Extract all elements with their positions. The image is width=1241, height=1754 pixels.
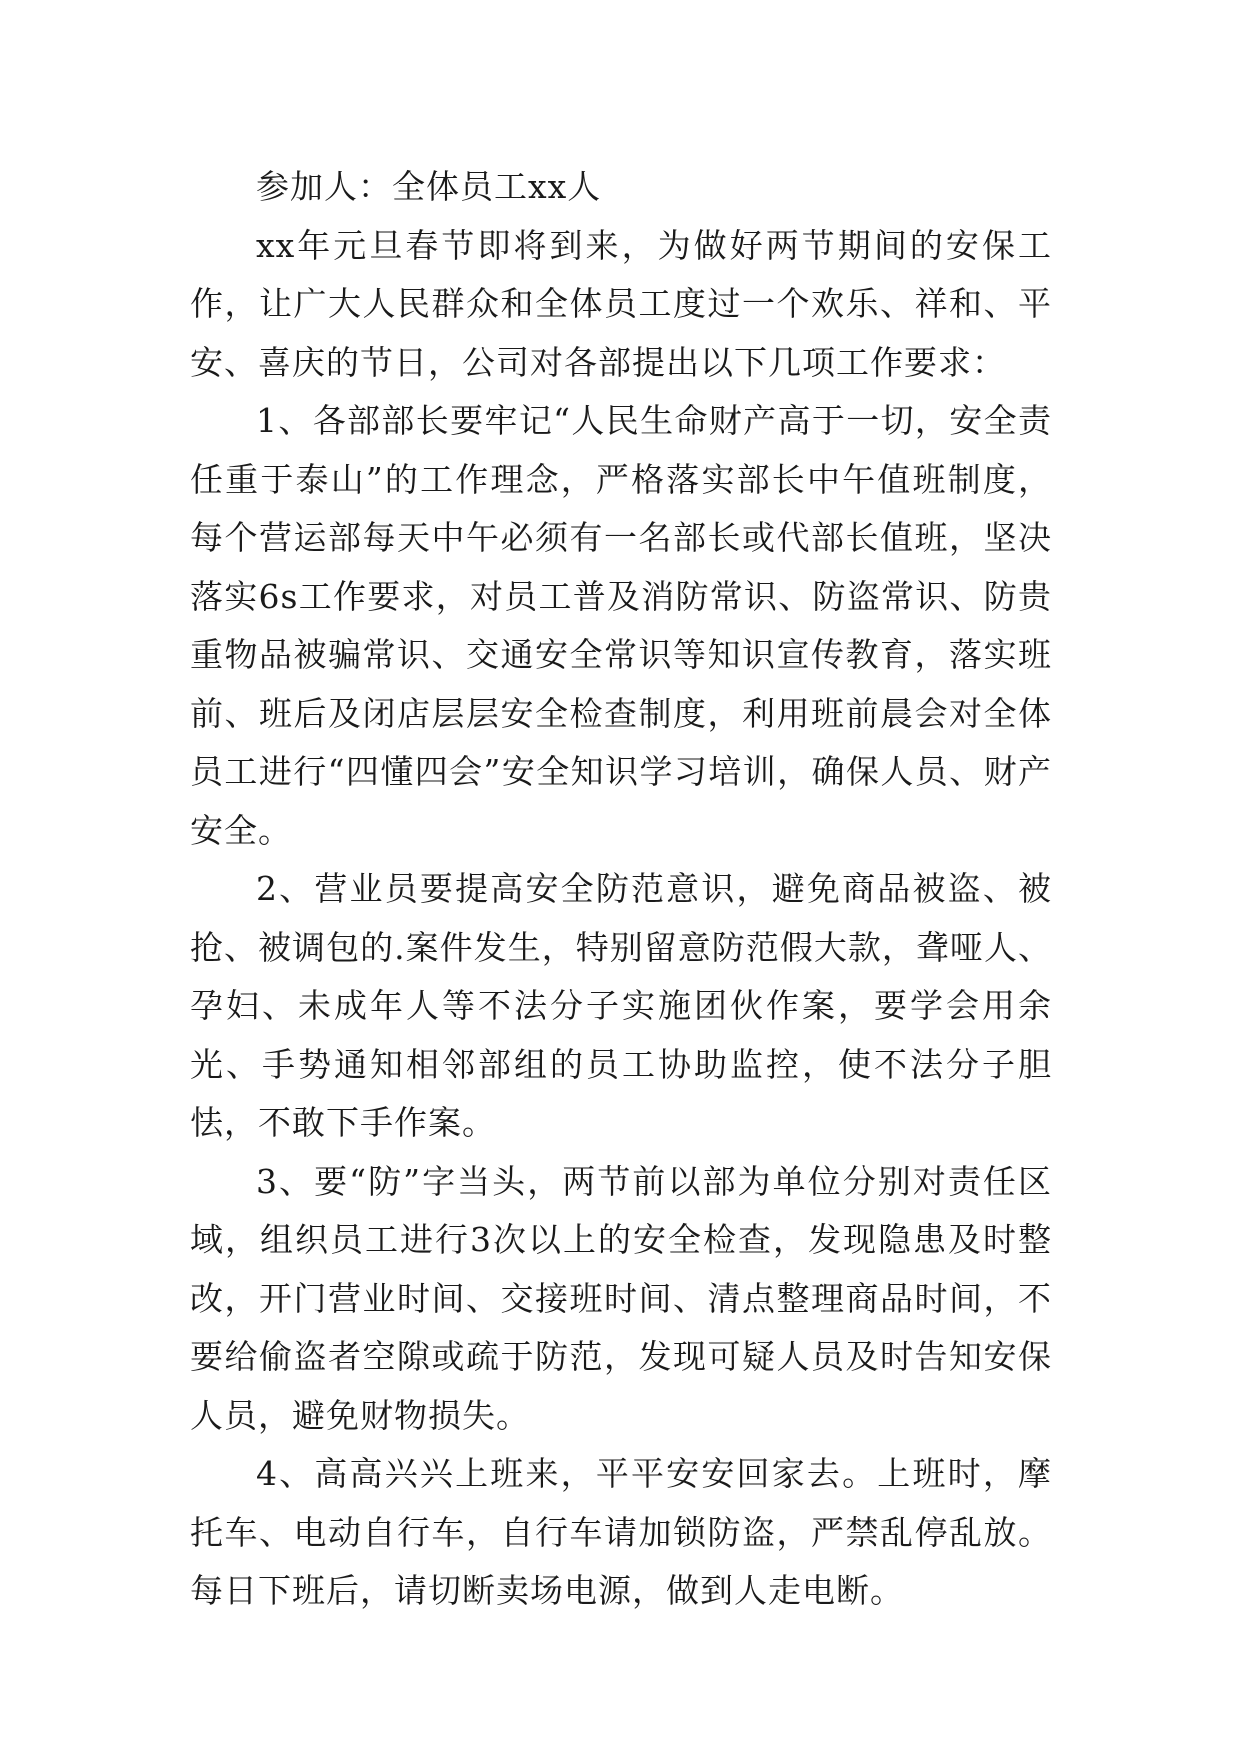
paragraph-intro: xx年元旦春节即将到来，为做好两节期间的安保工作，让广大人民群众和全体员工度过一个欢乐、祥和、平安、喜庆的节日，公司对各部提出以下几项工作要求： [190,225,1052,382]
document-body [190,158,1052,1621]
paragraph-item-3: 3、要“防”字当头，两节前以部为单位分别对责任区域，组织员工进行3次以上的安全检查，发现隐患及时整改，开门营业时间、交接班时间、清点整理商品时间，不要给偷盗者空隙或疏于防范，发现可疑人员及时告知安保人员，避免财物损失。 [190,1161,1052,1435]
paragraph-item-1: 1、各部部长要牢记“人民生命财产高于一切，安全责任重于泰山”的工作理念，严格落实部长中午值班制度，每个营运部每天中午必须有一名部长或代部长值班，坚决落实6s工作要求，对员工普及消防常识、防盗常识、防贵重物品被骗常识、交通安全常识等知识宣传教育，落实班前、班后及闭店层层安全检查制度，利用班前晨会对全体员工进行“四懂四会”安全知识学习培训，确保人员、财产安全。 [190,401,1052,850]
paragraph-item-2: 2、营业员要提高安全防范意识，避免商品被盗、被抢、被调包的.案件发生，特别留意防范假大款，聋哑人、孕妇、未成年人等不法分子实施团伙作案，要学会用余光、手势通知相邻部组的员工协助监控，使不法分子胆怯，不敢下手作案。 [190,869,1052,1142]
paragraph-item-4: 4、高高兴兴上班来，平平安安回家去。上班时，摩托车、电动自行车，自行车请加锁防盗，严禁乱停乱放。每日下班后，请切断卖场电源，做到人走电断。 [190,1454,1052,1610]
paragraph-attendees: 参加人：全体员工xx人 [256,167,602,206]
